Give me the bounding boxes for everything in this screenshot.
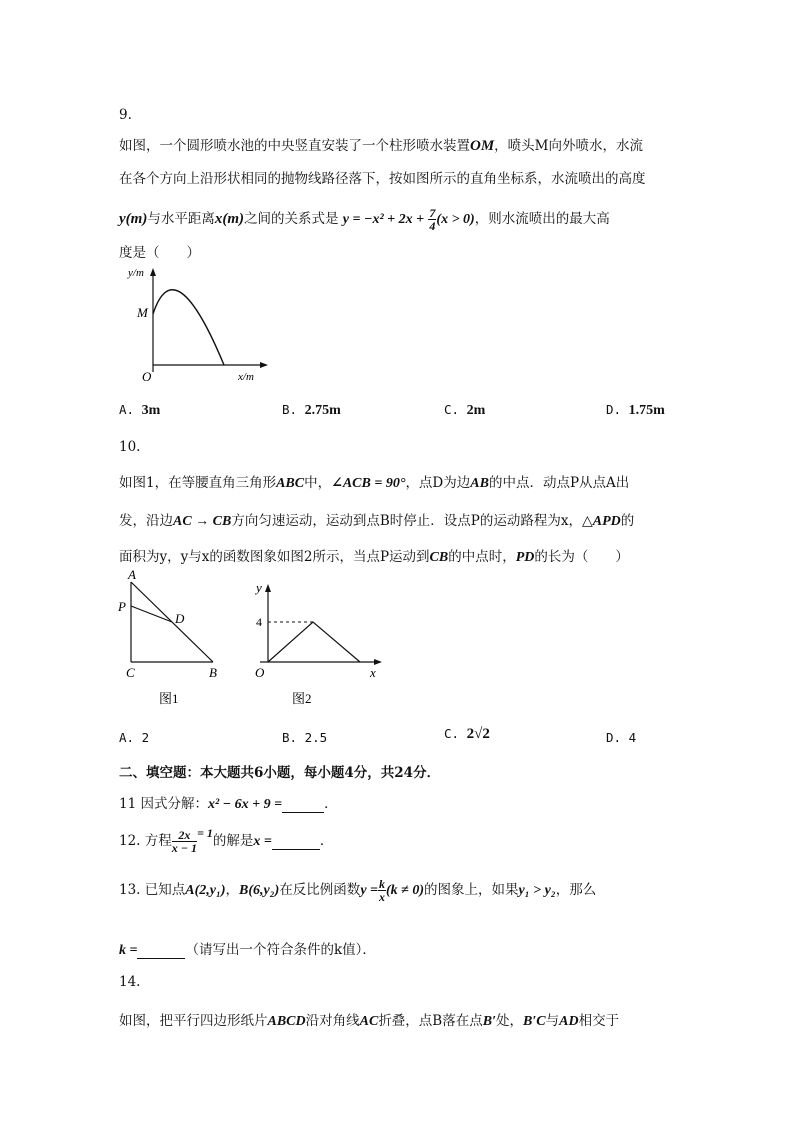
q14-line1 [119, 1009, 619, 1030]
q10-fig1-caption: 图1 [159, 691, 179, 706]
q10-fig2-origin: O [255, 665, 265, 680]
q13-fy: y = [360, 883, 379, 898]
q10-fig2-y-arrow [265, 584, 271, 592]
q10-option-a-letter: A. [119, 730, 135, 745]
q13-line2 [119, 938, 376, 959]
q12-answer-blank[interactable] [272, 833, 320, 850]
q12-number: 12. [119, 833, 141, 849]
q10-line3-a: 面积为y，y与x的函数图象如图2所示，当点P运动到 [119, 549, 430, 565]
q9-line4: 度是（ ） [119, 245, 200, 261]
q10-cb: CB [429, 550, 449, 565]
q9-line1 [119, 134, 643, 155]
q10-option-b-letter: B. [282, 730, 298, 745]
q14-abcd: ABCD [267, 1014, 306, 1029]
q9-option-c[interactable] [444, 402, 485, 419]
q9-parabola [153, 290, 224, 365]
q9-graph [118, 262, 268, 388]
q9-option-a[interactable] [119, 402, 160, 419]
q9-frac-den: 4 [429, 219, 436, 233]
q10-option-c-value: 2√2 [466, 726, 490, 742]
q10-figure2 [250, 578, 385, 709]
q9-line1-a: 如图，一个圆形喷水池的中央竖直安装了一个柱形喷水装置 [119, 138, 470, 154]
q10-option-d[interactable] [606, 730, 636, 745]
q10-option-c-letter: C. [444, 726, 460, 741]
q14-ac: AC [359, 1014, 379, 1029]
q10-option-d-letter: D. [606, 730, 622, 745]
q14-text-d: 处， [496, 1013, 524, 1029]
q10-path: AC → CB [173, 514, 232, 529]
q9-option-a-value: 3m [141, 403, 161, 418]
q9-y-label: y/m [128, 267, 144, 279]
q9-option-b[interactable] [282, 402, 341, 419]
q9-option-c-letter: C. [444, 402, 460, 417]
q13-k: k = [119, 943, 138, 958]
q9-option-d-letter: D. [606, 402, 622, 417]
section2-heading: 二、填空题：本大题共6小题，每小题4分，共24分． [119, 765, 441, 781]
q14-text-a: 如图，把平行四边形纸片 [119, 1013, 268, 1029]
q14-text-b: 沿对角线 [305, 1013, 360, 1029]
q10-fig1-label-p: P [118, 599, 126, 614]
q12-eq: = 1 [197, 826, 213, 840]
q11-text: 因式分解： [140, 796, 208, 812]
q14-text-e: 与 [545, 1013, 560, 1029]
q11 [119, 792, 338, 813]
q9-option-d[interactable] [606, 402, 665, 419]
q14-text-c: 折叠，点B落在点 [378, 1013, 483, 1029]
q11-end: ． [324, 796, 338, 812]
q9-line3 [119, 207, 610, 232]
q12-frac-num: 2x [172, 829, 197, 842]
q12 [119, 826, 334, 855]
q10-ab: AB [470, 476, 489, 491]
q12-frac-den: x − 1 [171, 841, 198, 855]
q9-option-a-letter: A. [119, 402, 135, 417]
q10-fig2-label-x: x [370, 665, 376, 680]
q10-option-b[interactable] [282, 730, 327, 745]
q10-figure1 [115, 564, 225, 709]
q9-x-arrow [260, 362, 268, 368]
q10-line3 [119, 545, 629, 566]
q10-line1-b: 中， [304, 475, 332, 491]
q13-answer-blank[interactable] [137, 942, 185, 959]
q9-option-d-value: 1.75m [628, 403, 665, 418]
q10-tri: △APD [581, 514, 621, 529]
q10-number: 10. [119, 439, 141, 455]
q12-fraction [172, 829, 197, 854]
q14-ad: AD [559, 1014, 579, 1029]
q14-bprime: B′ [482, 1014, 497, 1029]
q12-text: 方程 [144, 833, 172, 849]
q9-option-c-value: 2m [466, 403, 486, 418]
q12-x: x = [253, 834, 272, 849]
q13-frac-den: x [379, 890, 386, 904]
q10-line3-c: 的长为（ ） [534, 549, 629, 565]
q9-frac-num: 7 [429, 206, 436, 220]
q13-ineq: y₁ > y₂ [518, 883, 556, 898]
q14-text-f: 相交于 [578, 1013, 620, 1029]
q9-ym: y(m) [119, 211, 148, 227]
q10-angle: ∠ACB = 90° [331, 476, 406, 491]
q13-text-d: ，那么 [555, 882, 597, 898]
q11-answer-blank[interactable] [282, 796, 324, 813]
q13-number: 13. [119, 882, 141, 898]
q10-line2-b: 方向匀速运动，运动到点B时停止．设点P的运动路程为x， [231, 513, 582, 529]
q9-formula-left: y = −x² + 2x + [342, 212, 425, 227]
q10-line1-c: ，点D为边 [405, 475, 471, 491]
q13-fraction [378, 878, 386, 903]
q10-line1-d: 的中点．动点P从点A出 [488, 475, 630, 491]
q10-fig1-label-a: A [128, 567, 136, 582]
q12-end: ． [319, 833, 334, 849]
q9-formula-cond: (x > 0) [436, 212, 475, 227]
q10-option-a[interactable] [119, 730, 149, 745]
q10-pd: PD [515, 550, 535, 565]
q10-fig2-graph [268, 622, 360, 662]
q10-fig1-pd [131, 606, 172, 622]
q10-line2-a: 发，沿边 [119, 513, 173, 529]
q9-origin: O [142, 369, 152, 384]
q9-option-b-value: 2.75m [304, 403, 341, 418]
q10-fig1-label-b: B [209, 665, 217, 680]
q10-line2 [119, 509, 634, 530]
q13-text-e: （请写出一个符合条件的k值）． [185, 942, 376, 958]
q10-line1-a: 如图1，在等腰直角三角形 [119, 475, 277, 491]
q9-option-b-letter: B. [282, 402, 298, 417]
q10-fig1-label-c: C [126, 665, 135, 680]
q10-option-b-value: 2.5 [304, 730, 328, 745]
q14-number: 14. [119, 974, 141, 990]
q11-number: 11 [119, 796, 137, 812]
q10-line1 [119, 471, 629, 492]
q10-option-d-value: 4 [628, 730, 637, 745]
q9-line3-a: 与水平距离 [147, 211, 215, 227]
q9-om: OM [470, 138, 495, 154]
q9-line3-c: ，则水流喷出的最大高 [474, 211, 610, 227]
q13-text-a: 已知点 [144, 882, 186, 898]
q14-bprime-c: B′C [523, 1014, 546, 1029]
q9-point-m: M [137, 305, 148, 320]
q9-number: 9. [119, 107, 132, 123]
q13-sep: ， [225, 882, 240, 898]
q13-point-a: A(2,y₁) [185, 883, 226, 898]
q10-option-a-value: 2 [141, 730, 150, 745]
q12-mid: 的解是 [212, 833, 254, 849]
q10-abc: ABC [276, 476, 305, 491]
q10-line3-b: 的中点时， [448, 549, 516, 565]
q9-xm: x(m) [214, 211, 244, 227]
q11-expr: x² − 6x + 9 = [207, 797, 283, 812]
q10-fig2-label-y: y [256, 580, 262, 595]
q13-point-b: B(6,y₂) [239, 883, 280, 898]
q10-fig2-caption: 图2 [292, 691, 312, 706]
q10-fig1-label-d: D [175, 611, 185, 626]
q13-frac-num: k [379, 877, 386, 891]
q9-line2: 在各个方向上沿形状相同的抛物线路径落下，按如图所示的直角坐标系，水流喷出的高度 [119, 171, 646, 187]
q9-x-label: x/m [238, 371, 254, 383]
q9-line3-b: 之间的关系式是 [244, 211, 339, 227]
q10-fig2-tick: 4 [256, 615, 262, 629]
q10-line2-c: 的 [620, 513, 635, 529]
q13-line1 [119, 878, 596, 903]
q13-text-c: 的图象上，如果 [424, 882, 519, 898]
q9-y-arrow [150, 268, 156, 276]
q13-fcond: (k ≠ 0) [386, 883, 425, 898]
q10-option-c[interactable] [444, 726, 490, 743]
q13-text-b: 在反比例函数 [279, 882, 361, 898]
q9-line1-b: ，喷头M向外喷水，水流 [494, 138, 643, 154]
